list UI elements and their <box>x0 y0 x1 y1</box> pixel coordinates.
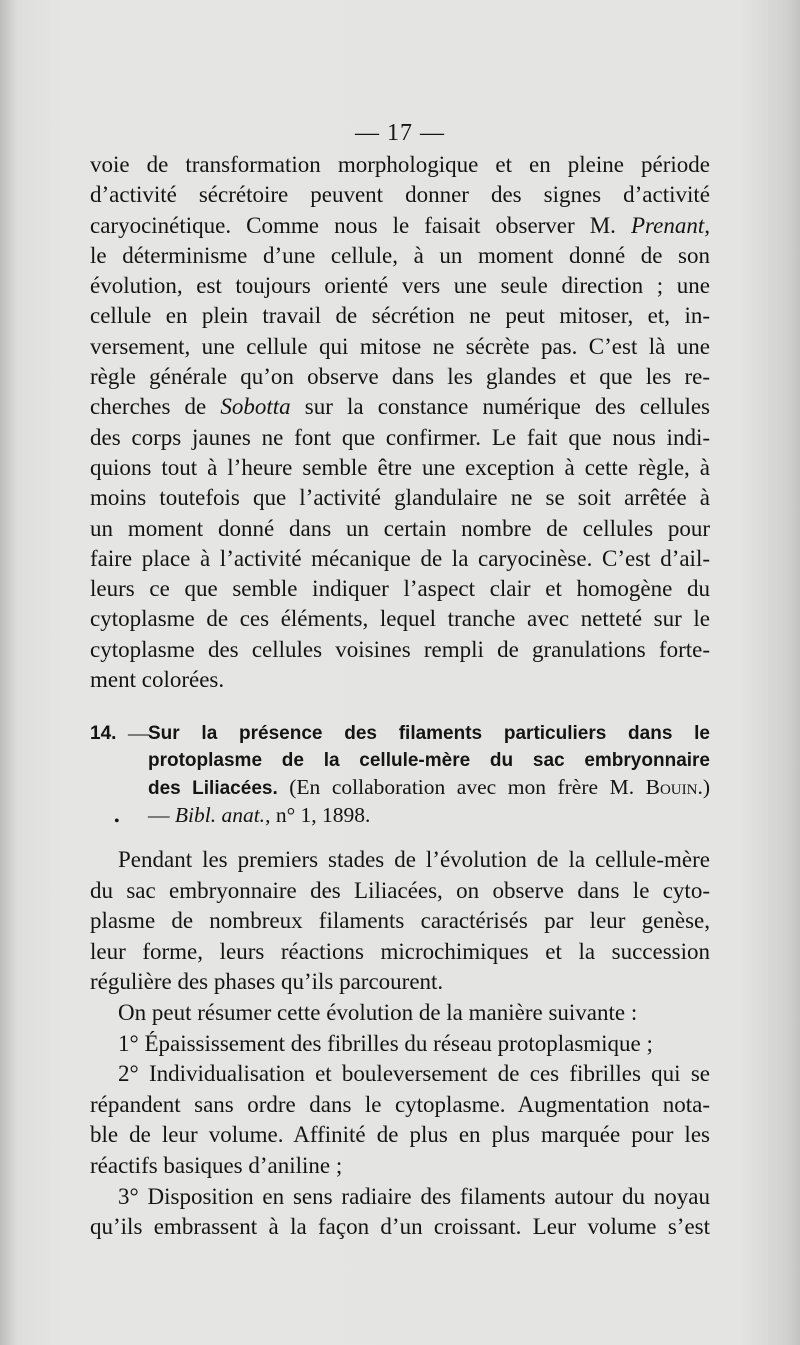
text-line: On peut résumer cette évolution de la manière suivante : <box>118 999 638 1025</box>
text-line: réactifs basiques d’aniline ; <box>90 1152 343 1178</box>
margin-bullet-mark: • <box>114 813 120 830</box>
text-line: cytoplasme de ces éléments, lequel tranche avec netteté sur le <box>90 606 710 632</box>
text-line: cherches de Sobotta sur la constance numérique des cellules <box>90 394 710 420</box>
text-line: un moment donné dans un certain nombre de cellules pour <box>90 515 710 541</box>
text-line: règle générale qu’on observe dans les glandes et que les re- <box>90 364 710 390</box>
text-line: cytoplasme des cellules voisines rempli de granulations forte- <box>90 636 710 662</box>
publication-entry-14 <box>90 720 710 829</box>
text-line: voie de transformation morphologique et en pleine période <box>90 152 710 177</box>
collaborator-name: Bouin <box>645 775 698 799</box>
entry-number: 14. <box>90 723 117 744</box>
text-line: d’activité sécrétoire peuvent donner des signes d’activité <box>90 182 710 208</box>
text-line: des corps jaunes ne font que confirmer. Le fait que nous indi- <box>90 424 710 450</box>
paragraph-summary <box>90 845 710 1243</box>
text-line: moins toutefois que l’activité glandulaire ne se soit arrêtée à <box>90 485 710 511</box>
text-line: caryocinétique. Comme nous le faisait observer M. Prenant, <box>90 212 710 238</box>
text-line: qu’ils embrassent à la façon d’un croissant. Leur volume s’est <box>90 1214 710 1240</box>
text-line: faire place à l’activité mécanique de la caryocinèse. C’est d’ail- <box>90 545 710 571</box>
text-line: quions tout à l’heure semble être une exception à cette règle, à <box>90 454 710 480</box>
text-line: régulière des phases qu’ils parcourent. <box>90 969 444 995</box>
author-name-sobotta: Sobotta <box>220 394 291 420</box>
text-line: ble de leur volume. Affinité de plus en plus marquée pour les <box>90 1122 710 1148</box>
text-line: répandent sans ordre dans le cytoplasme. Augmentation nota- <box>90 1091 710 1117</box>
author-name-prenant: Prenant, <box>631 212 710 238</box>
text-line: ment colorées. <box>90 667 225 693</box>
text-line: leurs ce que semble indiquer l’aspect clair et homogène du <box>90 576 710 602</box>
list-item-2: 2° Individualisation et bouleversement de ces fibrilles qui se <box>118 1061 710 1087</box>
text-line: plasme de nombreux filaments caractérisés par leur genèse, <box>90 908 710 934</box>
text-line: versement, une cellule qui mitose ne sécrète pas. C’est là une <box>90 333 710 359</box>
list-item-3: 3° Disposition en sens radiaire des filaments autour du noyau <box>118 1183 710 1209</box>
entry-title-line: protoplasme de la cellule-mère du sac embryonnaire <box>148 750 710 771</box>
list-item-1: 1° Épaississement des fibrilles du réseau protoplasmique ; <box>118 1030 653 1056</box>
entry-reference: — Bibl. anat., n° 1, 1898. <box>148 803 371 827</box>
paragraph-continuation <box>90 150 710 695</box>
text-line: leur forme, leurs réactions microchimiques et la succession <box>90 938 710 964</box>
text-line: cellule en plein travail de sécrétion ne peut mitoser, et, in- <box>90 303 710 329</box>
journal-name: Bibl. anat. <box>174 803 266 827</box>
text-line: le déterminisme d’une cellule, à un moment donné de son <box>90 242 710 268</box>
entry-heading <box>148 720 710 829</box>
entry-dash: — <box>128 721 150 745</box>
text-line: du sac embryonnaire des Liliacées, on observe dans le cyto- <box>90 877 710 903</box>
text-line: évolution, est toujours orienté vers une seule direction ; une <box>90 273 710 299</box>
page-number: — 17 — <box>355 120 445 146</box>
entry-title-line: Sur la présence des filaments particuliers dans le <box>148 723 710 744</box>
text-line: Pendant les premiers stades de l’évolution de la cellule-mère <box>118 847 710 872</box>
entry-title-line: des Liliacées. (En collaboration avec mon frère M. Bouin.) <box>148 775 710 799</box>
